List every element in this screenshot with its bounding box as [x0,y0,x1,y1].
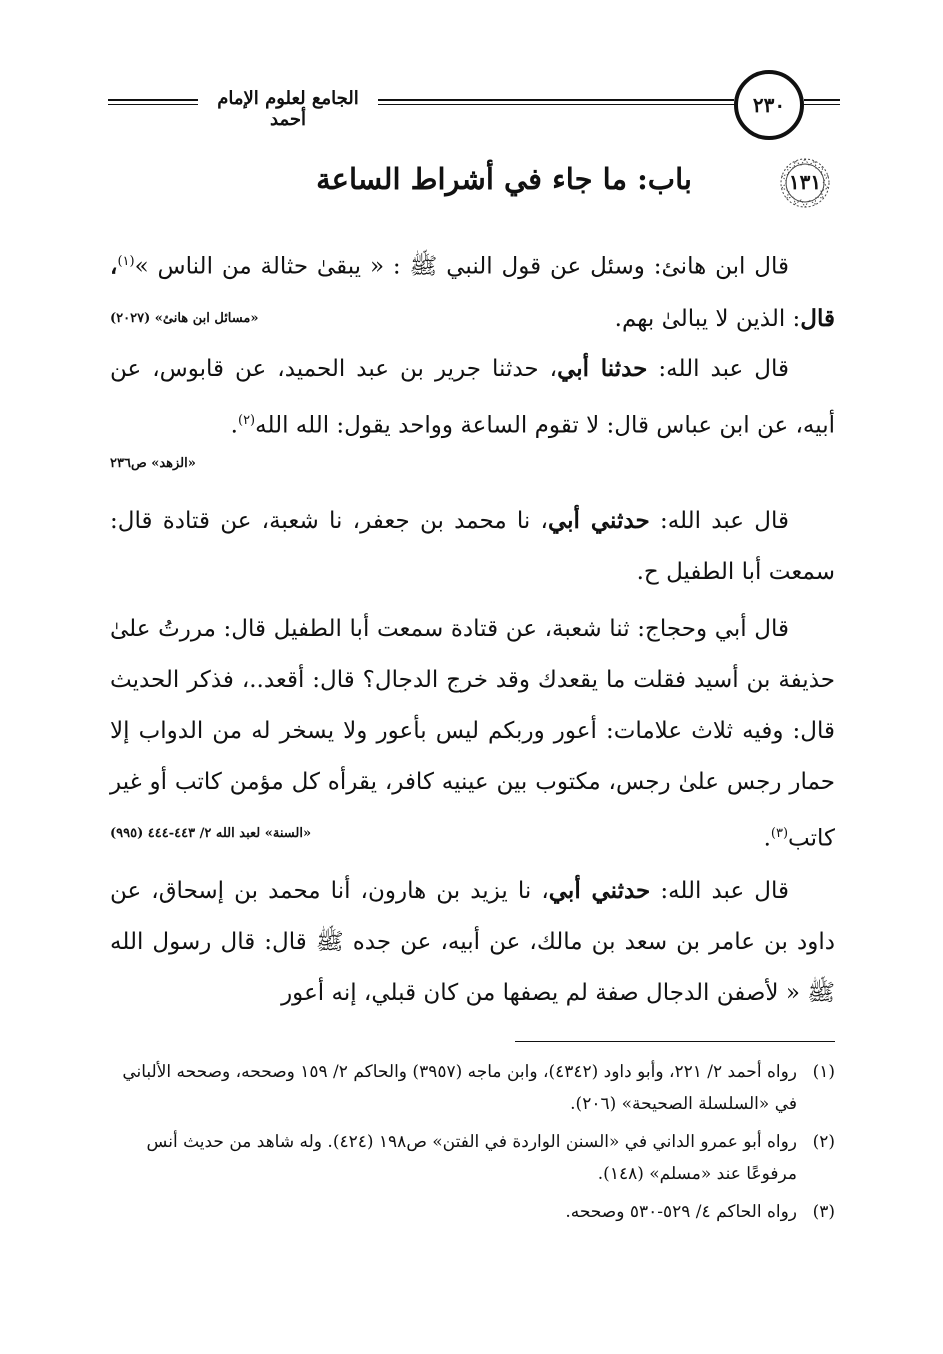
paragraph-3 [110,495,835,598]
footnote-separator [515,1041,835,1042]
chapter-heading [100,152,842,212]
paragraph-text: قال ابن هانئ: وسئل عن قول النبي ﷺ : « يبقىٰ حثالة من الناس » [134,253,789,280]
header-rule-middle [378,99,734,105]
page-header [100,70,842,134]
footnote-3 [110,1196,835,1228]
paragraph-5 [110,865,835,1019]
footnote-ref: (٣) [770,826,789,841]
paragraph-text: ، نا محمد بن جعفر، نا شعبة، عن قتادة قال: سمعت أبا الطفيل ح. [110,508,835,585]
bold-phrase: حدثني أبي [547,507,650,534]
footnote-number: (١) [812,1062,835,1082]
bold-phrase: حدثني أبي [548,877,651,904]
footnotes [110,1056,835,1234]
chapter-number-ornament [778,156,832,210]
footnote-text: رواه أبو عمرو الداني في «السنن الواردة في الفتن» ص١٩٨ (٤٢٤). وله شاهد من حديث أنس مرفوعًا عند «مسلم» (١٤٨). [146,1132,797,1184]
footnote-ref: (١) [117,254,135,269]
header-rule-right [804,99,840,105]
chapter-number: ١٣١ [788,170,822,194]
source-citation: «السنة» لعبد الله ٢/ ٤٤٣-٤٤٤ (٩٩٥) [110,826,312,841]
paragraph-text: : الذين لا يبالىٰ بهم. [614,305,801,332]
paragraph-text: ، حدثنا جرير بن عبد الحميد، عن قابوس، عن أبيه، عن ابن عباس قال: لا تقوم الساعة وواحد يقول: الله الله [110,356,835,439]
paragraph-end: . [763,825,771,852]
paragraph-lead: قال عبد الله: [650,878,789,904]
footnote-text: رواه الحاكم ٤/ ٥٢٩-٥٣٠ وصححه. [565,1202,797,1222]
paragraph-lead: قال عبد الله: [647,356,789,382]
footnote-1 [110,1056,835,1120]
page-number: ٢٣٠ [734,70,804,140]
paragraph-1 [110,236,835,345]
chapter-title: باب: ما جاء في أشراط الساعة [316,162,692,196]
bold-phrase: ، قال [110,252,835,332]
footnote-number: (٢) [812,1132,835,1152]
paragraph-text: قال أبي وحجاج: ثنا شعبة، عن قتادة سمعت أبا الطفيل قال: مررتُ علىٰ حذيفة بن أسيد فقلت ما يقعدك وقد خرج الدجال؟ قال: أقعد..، فذكر الحديث قال: وفيه ثلاث علامات: أعور وربكم ليس بأعور ولا يسخر له من الدواب إلا حمار رجس علىٰ رجس، مكتوب بين عينيه كافر، يقرأه كل مؤمن كاتب أو غير كاتب [110,616,835,852]
paragraph-text: ، نا يزيد بن هارون، أنا محمد بن إسحاق، عن داود بن عامر بن سعد بن مالك، عن أبيه، عن جده ﷺ قال: قال رسول الله ﷺ « لأصفن الدجال صفة لم يصفها من كان قبلي، إنه أعور [110,878,835,1006]
bold-phrase: حدثنا أبي [557,355,648,382]
footnote-ref: (٢) [237,413,256,428]
source-citation: «مسائل ابن هانئ» (٢٠٢٧) [110,310,259,326]
footnote-text: رواه أحمد ٢/ ٢٢١، وأبو داود (٤٣٤٢)، وابن ماجه (٣٩٥٧) والحاكم ٢/ ١٥٩ وصححه، وصححه الألباني في «السلسلة الصحيحة» (٢٠٦). [122,1062,797,1114]
paragraph-4 [110,604,835,865]
paragraph-2 [110,343,835,476]
header-rule-left [108,99,198,105]
paragraph-lead: قال عبد الله: [649,508,789,534]
footnote-2 [110,1126,835,1190]
running-title: الجامع لعلوم الإمام أحمد [217,88,359,130]
footnote-number: (٣) [812,1202,835,1222]
source-citation: «الزهد» ص٢٣٦ [110,455,196,471]
paragraph-end: . [230,412,238,439]
